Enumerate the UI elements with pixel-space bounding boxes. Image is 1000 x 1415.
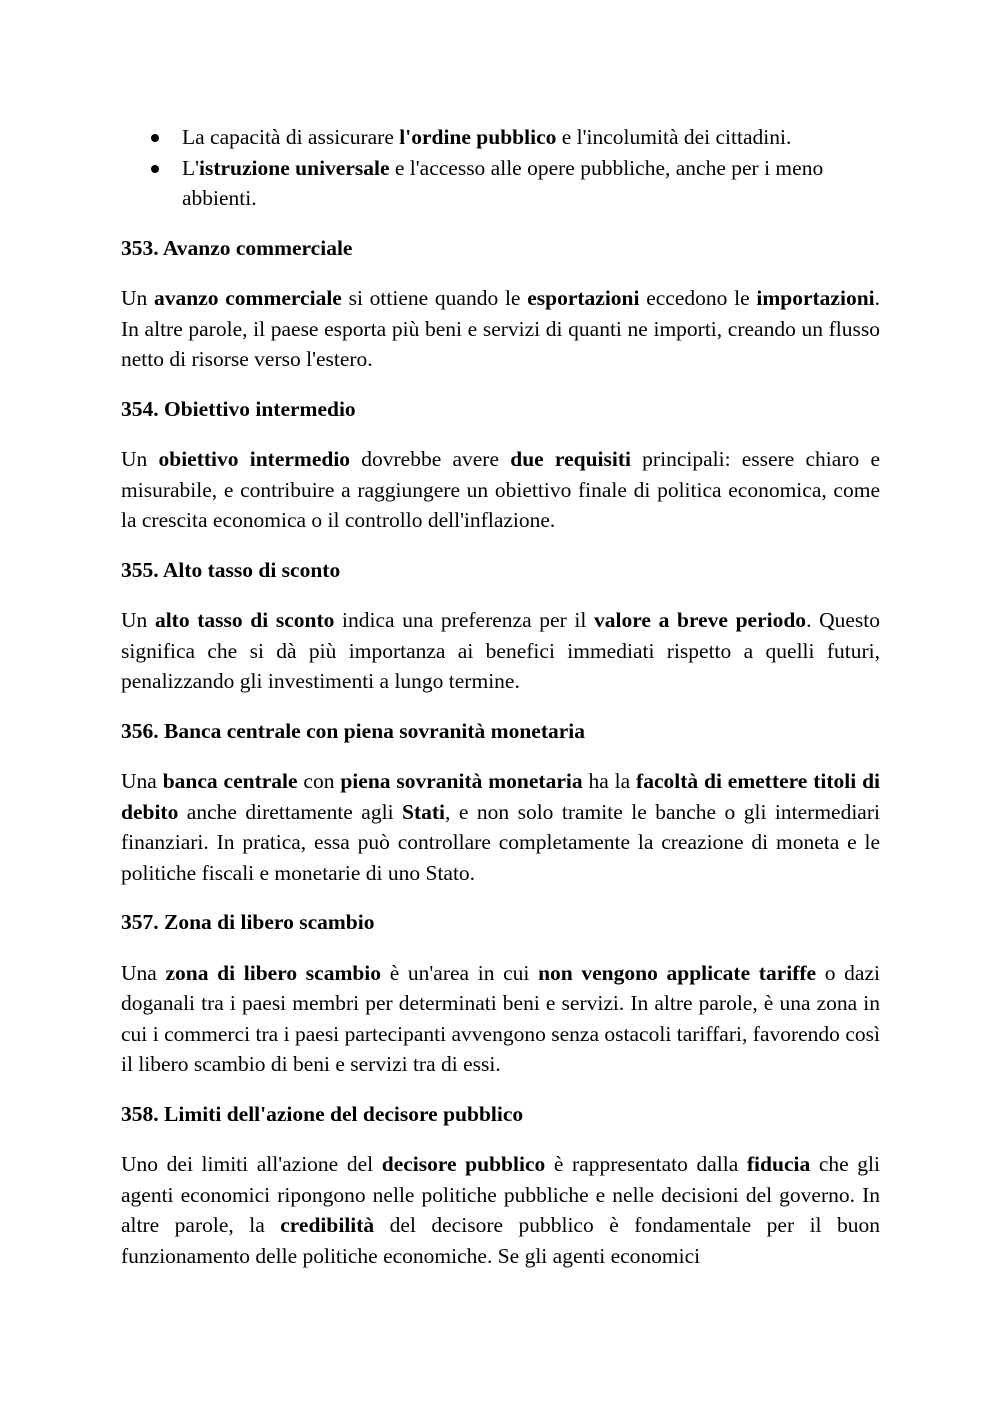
section-body-354 xyxy=(121,444,880,536)
text-run: . Questo significa che si dà più importanza ai benefici immediati rispetto a quelli futuri, penalizzando gli investimenti a lungo termine. xyxy=(121,608,881,693)
document-page xyxy=(121,122,880,1271)
text-run: che gli agenti economici ripongono nelle politiche pubbliche e nelle decisioni del governo. In altre parole, la xyxy=(121,1152,880,1237)
text-run: Un xyxy=(121,608,155,632)
text-run: si ottiene quando le xyxy=(341,286,528,310)
bold-term: valore a breve periodo xyxy=(594,608,807,632)
section-heading-356: 356. Banca centrale con piena sovranità monetaria xyxy=(121,718,585,743)
bold-term: due requisiti xyxy=(510,447,631,471)
text-run: eccedono le xyxy=(639,286,757,310)
bold-term: obiettivo intermedio xyxy=(158,447,351,471)
text-run: , e non solo tramite le banche o gli intermediari finanziari. In pratica, essa può controllare completamente la creazione di moneta e le politiche fiscali e monetarie di uno Stato. xyxy=(121,799,880,885)
text-run: Una xyxy=(121,960,166,985)
text-run: è un'area in cui xyxy=(381,960,539,985)
bold-term: facoltà di emettere titoli di debito xyxy=(121,769,881,824)
bold-term: avanzo commerciale xyxy=(154,286,342,310)
bold-term: istruzione universale xyxy=(199,155,390,180)
text-run: e l'accesso alle opere pubbliche, anche per i meno abbienti. xyxy=(182,155,824,210)
text-run: Un xyxy=(121,286,155,310)
bold-term: Stati xyxy=(402,799,446,824)
bullet-icon xyxy=(151,165,159,173)
text-run: e l'incolumità dei cittadini. xyxy=(556,125,792,149)
text-run: dovrebbe avere xyxy=(350,447,511,471)
section-body-357 xyxy=(121,958,880,1080)
section-heading-358: 358. Limiti dell'azione del decisore pubblico xyxy=(121,1101,524,1126)
list-item xyxy=(121,122,880,153)
bullet-list xyxy=(121,122,880,214)
text-run: principali: essere chiaro e misurabile, e contribuire a raggiungere un obiettivo finale di politica economica, come la crescita economica o il controllo dell'inflazione. xyxy=(121,447,880,532)
text-run: Un xyxy=(121,447,159,471)
bold-term: importazioni xyxy=(756,286,875,310)
section-body-353 xyxy=(121,283,880,375)
text-run: Uno dei limiti all'azione del xyxy=(121,1152,382,1176)
bold-term: credibilità xyxy=(280,1213,375,1237)
text-run: o dazi doganali tra i paesi membri per determinati beni e servizi. In altre parole, è una zona in cui i commerci tra i paesi partecipanti avvengono senza ostacoli tariffari, favorendo così il libero scambio di beni e servizi tra di essi. xyxy=(121,960,880,1076)
bold-term: zona di libero scambio xyxy=(165,960,382,985)
text-run: è rappresentato dalla xyxy=(545,1152,747,1176)
bold-term: banca centrale xyxy=(162,769,298,793)
section-heading-353: 353. Avanzo commerciale xyxy=(121,235,353,260)
bold-term: decisore pubblico xyxy=(381,1152,546,1176)
text-run: . In altre parole, il paese esporta più beni e servizi di quanti ne importi, creando un flusso netto di risorse verso l'estero. xyxy=(121,286,881,371)
bullet-icon xyxy=(151,134,159,142)
text-run: indica una preferenza per il xyxy=(334,608,594,632)
list-item xyxy=(121,153,880,214)
section-body-358 xyxy=(121,1149,880,1271)
text-run: anche direttamente agli xyxy=(178,799,403,824)
text-run: L' xyxy=(182,155,200,180)
text-run: del decisore pubblico è fondamentale per il buon funzionamento delle politiche economiche. Se gli agenti economici xyxy=(121,1213,881,1268)
text-run: La capacità di assicurare xyxy=(182,125,400,149)
bold-term: l'ordine pubblico xyxy=(399,125,557,149)
bold-term: piena sovranità monetaria xyxy=(340,769,583,793)
section-body-355 xyxy=(121,605,880,697)
section-heading-354: 354. Obiettivo intermedio xyxy=(121,396,356,421)
section-body-356 xyxy=(121,766,880,888)
section-heading-357: 357. Zona di libero scambio xyxy=(121,910,375,934)
text-run: Una xyxy=(121,769,163,793)
bold-term: alto tasso di sconto xyxy=(154,608,335,632)
bold-term: fiducia xyxy=(746,1152,811,1176)
bold-term: esportazioni xyxy=(527,286,640,310)
section-heading-355: 355. Alto tasso di sconto xyxy=(121,557,341,582)
bold-term: non vengono applicate tariffe xyxy=(538,960,817,985)
text-run: con xyxy=(297,769,341,793)
text-run: ha la xyxy=(582,769,637,793)
